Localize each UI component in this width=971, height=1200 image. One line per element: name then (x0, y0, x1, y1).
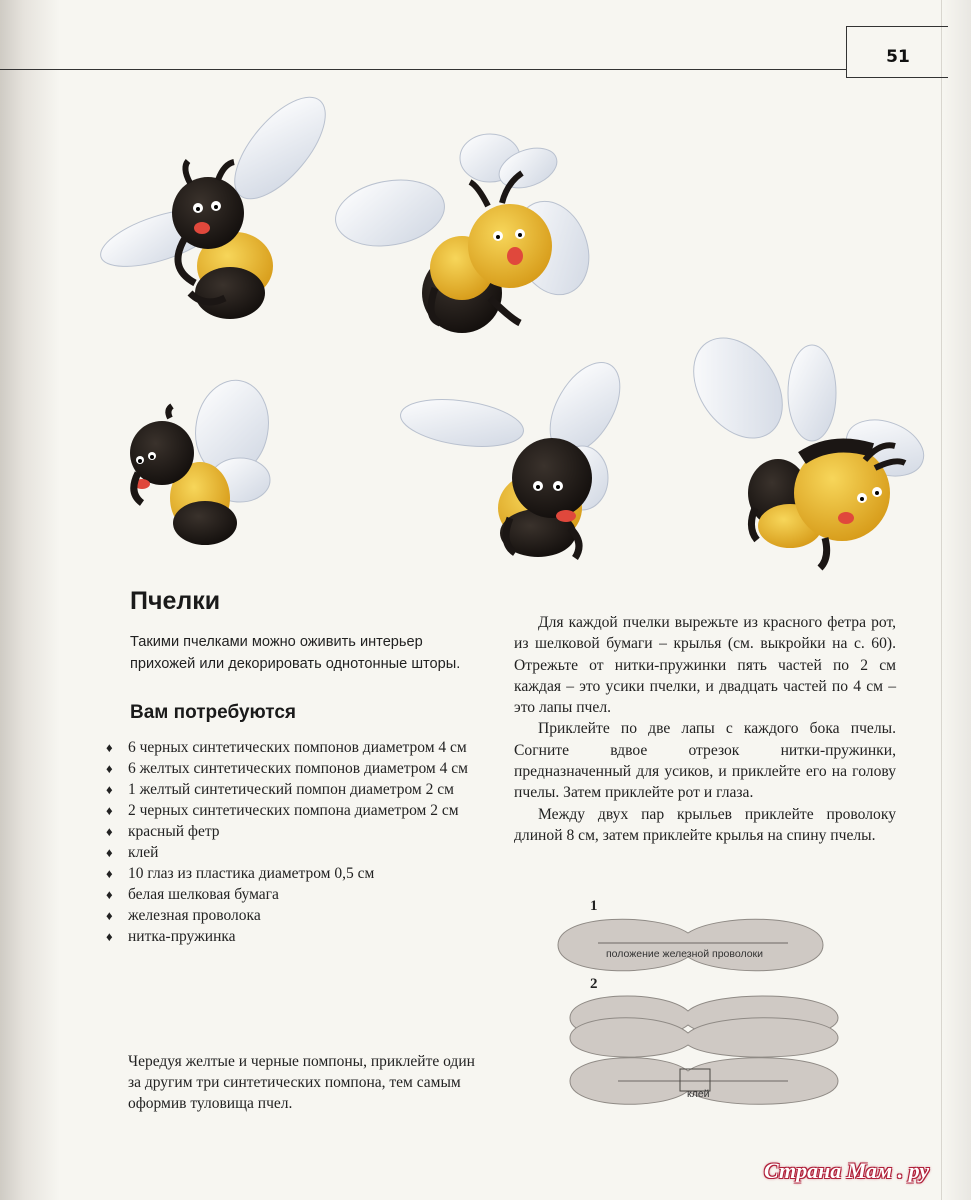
intro-text: Такими пчелками можно оживить интерьер прихожей или декорировать однотонные шторы. (130, 634, 461, 672)
glue-label: клей (687, 1088, 710, 1100)
figure-1-number: 1 (590, 898, 598, 914)
diamond-bullet-icon: ♦ (106, 803, 113, 818)
bee-4 (398, 351, 635, 558)
wing-diagram (548, 893, 848, 1118)
bee-5 (675, 321, 931, 568)
bee-3 (130, 374, 276, 545)
instruction-paragraph: Между двух пар крыльев приклейте проволоку длиной 8 см, затем приклейте крылья на спину пчелы. (514, 805, 896, 844)
diamond-bullet-icon: ♦ (106, 845, 113, 860)
diamond-bullet-icon: ♦ (106, 740, 113, 755)
project-title: Пчелки (130, 587, 221, 615)
bees-photo (90, 88, 940, 578)
list-item: ♦ нитка-пружинка (106, 928, 236, 945)
bee-1 (94, 88, 341, 319)
instruction-paragraph: Приклейте по две лапы с каждого бока пчелы. Согните вдвое отрезок нитки-пружинки, предназначенный для усиков, и приклейте его на голову пчелы. Затем приклейте рот и глаза. (514, 720, 896, 802)
instruction-paragraph: Для каждой пчелки вырежьте из красного фетра рот, из шелковой бумаги – крылья (см. выкройки на с. 60). Отрежьте от нитки-пружинки пять частей по 2 см каждая – это усики пчелки, и двадцать частей по 4 см – это лапы пчел. (514, 614, 896, 717)
diamond-bullet-icon: ♦ (106, 761, 113, 776)
diamond-bullet-icon: ♦ (106, 782, 113, 797)
list-item: ♦ 1 желтый синтетический помпон диаметром 2 см (106, 781, 454, 798)
list-item: ♦ 10 глаз из пластика диаметром 0,5 см (106, 865, 375, 882)
page-edge (941, 0, 971, 1200)
list-item: ♦ железная проволока (106, 907, 261, 924)
watermark: Страна Мам . ру (764, 1158, 930, 1183)
diamond-bullet-icon: ♦ (106, 908, 113, 923)
materials-list (106, 737, 496, 947)
figure-2-number: 2 (590, 976, 598, 992)
list-item: ♦ 6 желтых синтетических помпонов диаметром 4 см (106, 760, 468, 777)
wing-shape-1 (558, 919, 823, 971)
list-item: ♦ белая шелковая бумага (106, 886, 279, 903)
page-number: 51 (886, 47, 910, 67)
list-item: ♦ 2 черных синтетических помпона диаметром 2 см (106, 802, 459, 819)
diamond-bullet-icon: ♦ (106, 824, 113, 839)
diamond-bullet-icon: ♦ (106, 887, 113, 902)
list-item: ♦ клей (106, 844, 159, 861)
diamond-bullet-icon: ♦ (106, 866, 113, 881)
diamond-bullet-icon: ♦ (106, 929, 113, 944)
list-item: ♦ красный фетр (106, 823, 220, 840)
wire-position-label: положение железной проволоки (606, 948, 764, 960)
instructions (514, 612, 896, 846)
closing-paragraph: Чередуя желтые и черные помпоны, приклейте один за другим три синтетических помпона, тем самым оформив туловища пчел. (128, 1053, 475, 1112)
materials-heading: Вам потребуются (130, 702, 296, 723)
list-item: ♦ 6 черных синтетических помпонов диаметром 4 см (106, 739, 467, 756)
header-rule (0, 69, 846, 70)
book-spine-shadow (0, 0, 60, 1200)
bee-2 (330, 134, 601, 333)
